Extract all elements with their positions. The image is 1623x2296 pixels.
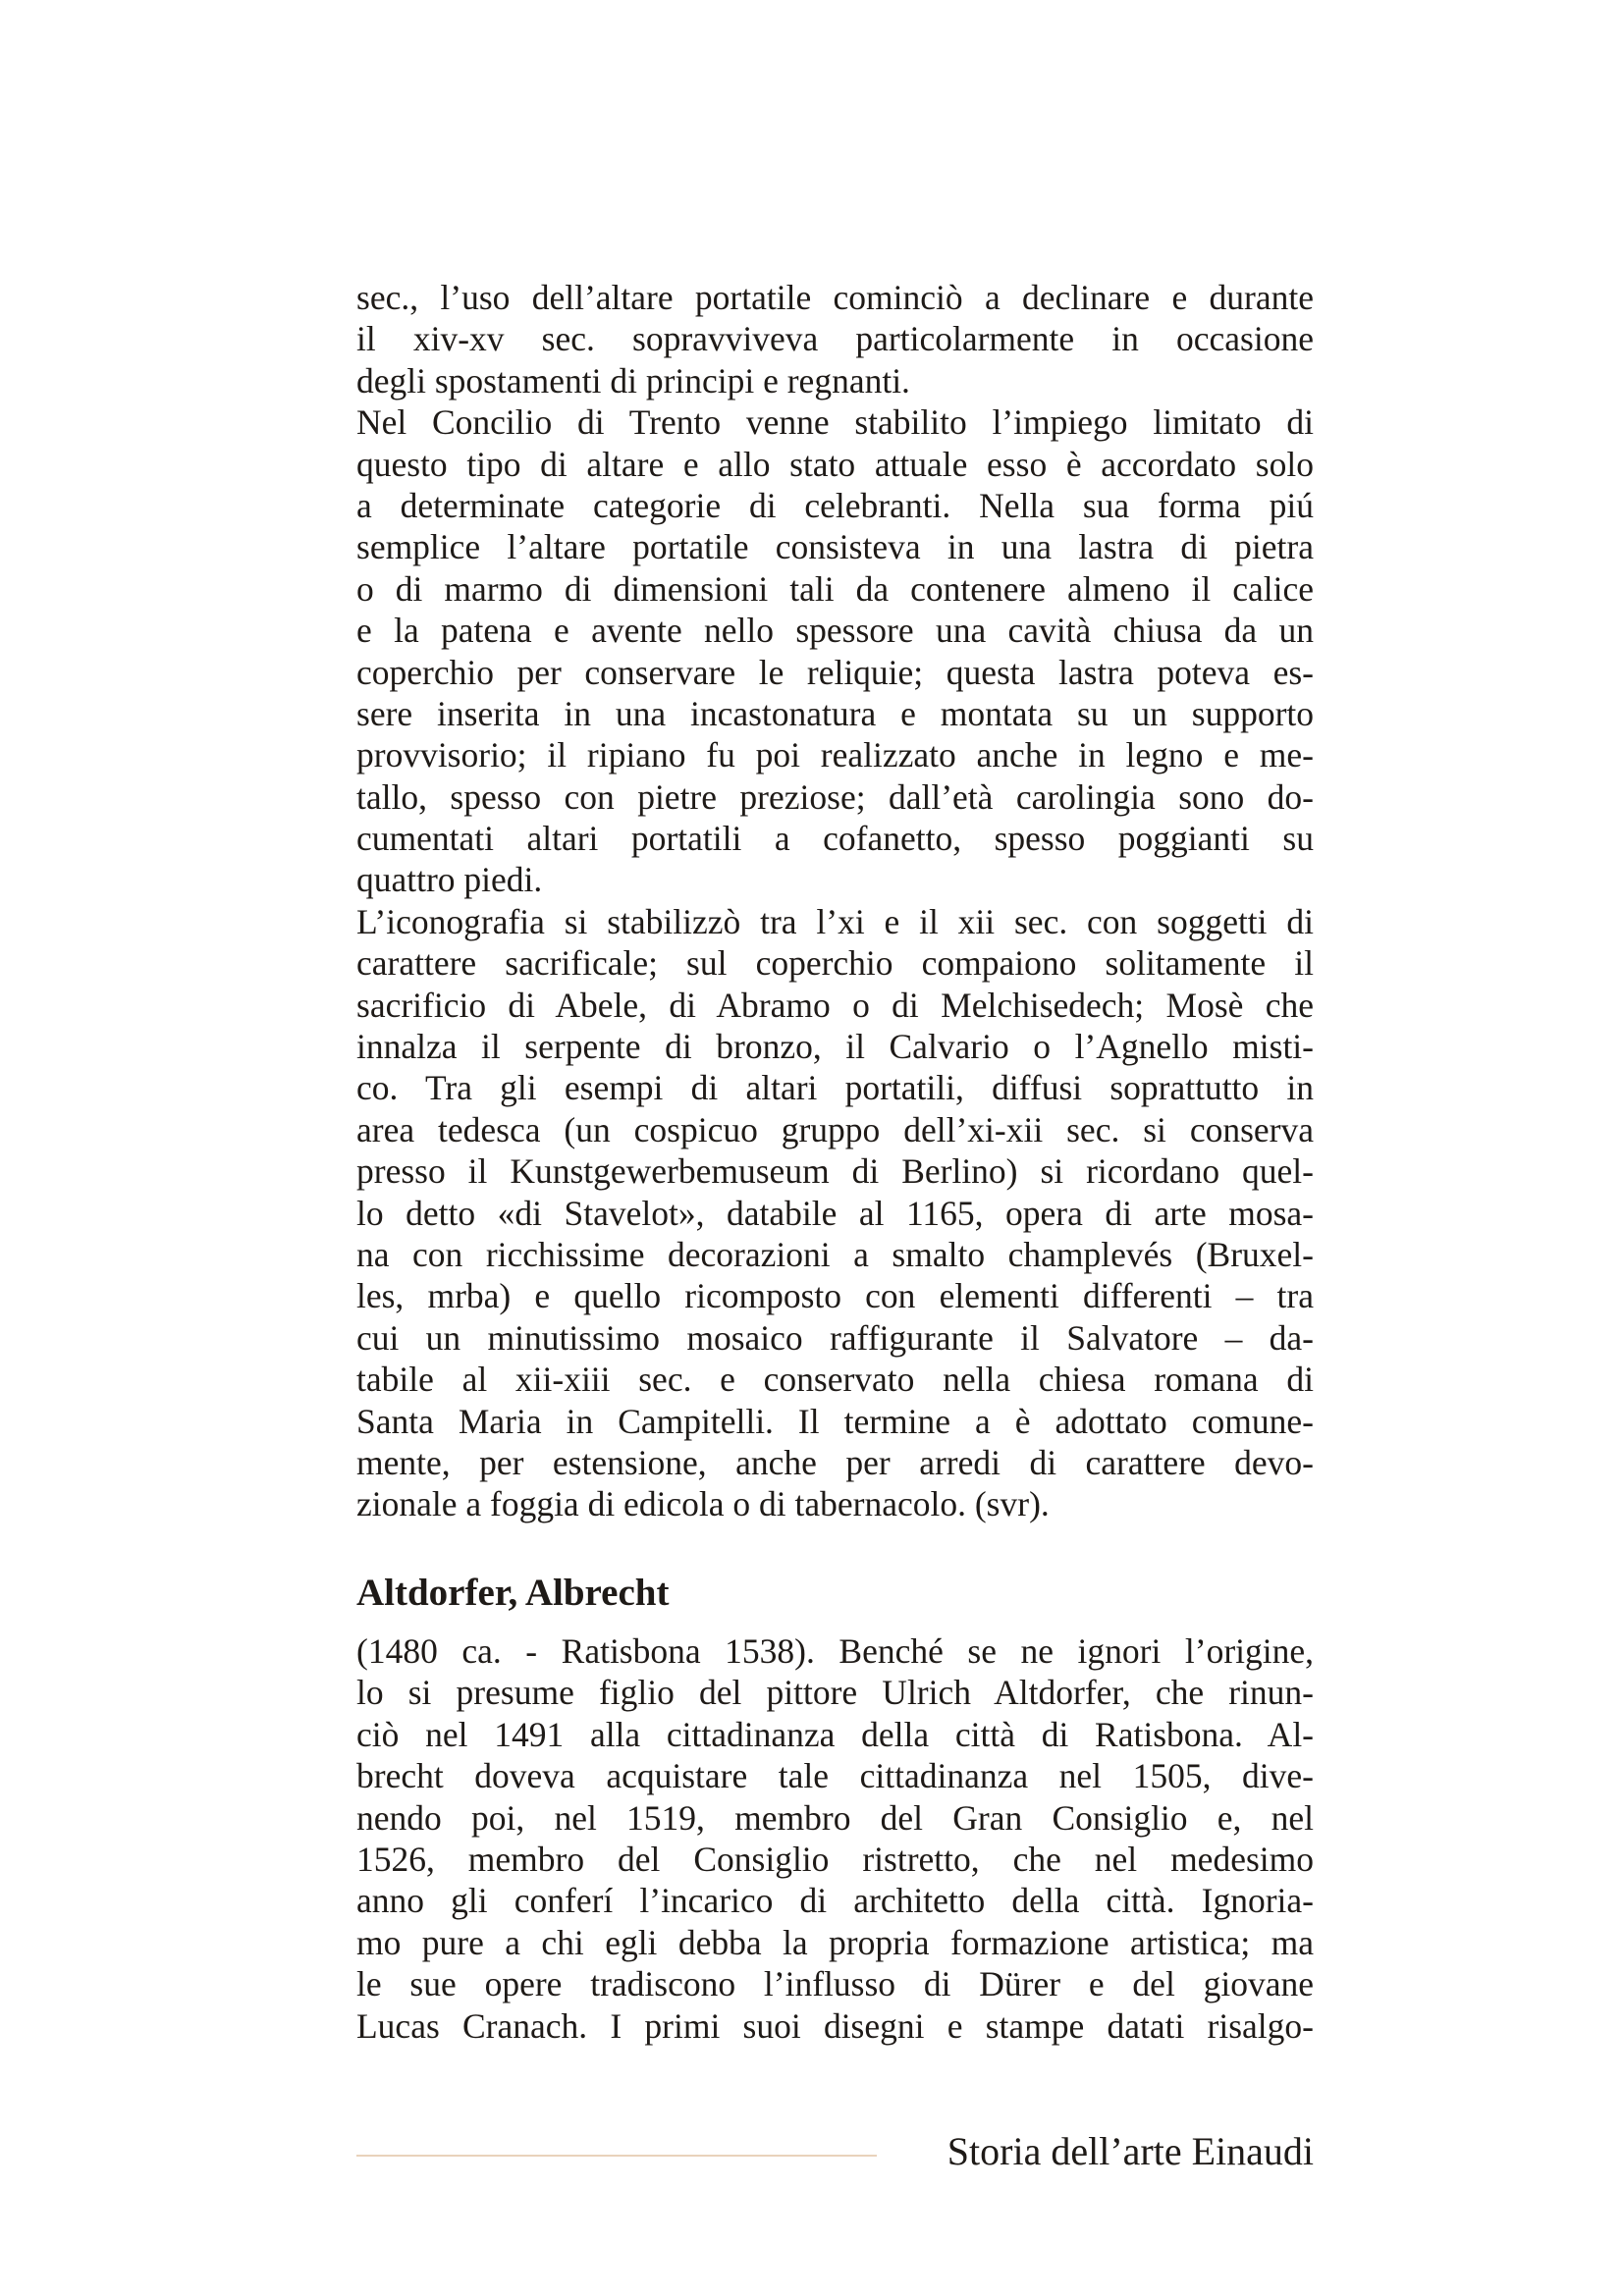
text-line: Santa Maria in Campitelli. Il termine a è adottato comune- <box>356 1401 1314 1441</box>
text-line: brecht doveva acquistare tale cittadinanza nel 1505, dive- <box>356 1756 1314 1796</box>
text-line: anno gli conferí l’incarico di architetto della città. Ignoria- <box>356 1881 1314 1921</box>
text-line: semplice l’altare portatile consisteva in una lastra di pietra <box>356 527 1314 567</box>
text-line: zionale a foggia di edicola o di tabernacolo. (svr). <box>356 1484 1050 1524</box>
text-line: ciò nel 1491 alla cittadinanza della città di Ratisbona. Al- <box>356 1714 1314 1754</box>
text-line: nendo poi, nel 1519, membro del Gran Consiglio e, nel <box>356 1797 1314 1838</box>
text-line: tallo, spesso con pietre preziose; dall’età carolingia sono do- <box>356 776 1314 817</box>
article-continuation <box>356 277 1314 1525</box>
text-line: le sue opere tradiscono l’influsso di Dürer e del giovane <box>356 1964 1314 2004</box>
text-line: tabile al xii-xiii sec. e conservato nella chiesa romana di <box>356 1360 1314 1400</box>
text-line: innalza il serpente di bronzo, il Calvario o l’Agnello misti- <box>356 1027 1314 1067</box>
text-line: sacrificio di Abele, di Abramo o di Melchisedech; Mosè che <box>356 985 1314 1025</box>
text-line: mente, per estensione, anche per arredi di carattere devo- <box>356 1442 1314 1482</box>
text-line: il xiv-xv sec. sopravviveva particolarmente in occasione <box>356 319 1314 359</box>
text-line: a determinate categorie di celebranti. Nella sua forma piú <box>356 485 1314 525</box>
text-line: sere inserita in una incastonatura e montata su un supporto <box>356 693 1314 733</box>
text-line: lo detto «di Stavelot», databile al 1165, opera di arte mosa- <box>356 1193 1314 1233</box>
text-line: cumentati altari portatili a cofanetto, spesso poggianti su <box>356 819 1314 859</box>
text-line: les, mrba) e quello ricomposto con elementi differenti – tra <box>356 1276 1314 1316</box>
text-line: co. Tra gli esempi di altari portatili, diffusi soprattutto in <box>356 1068 1314 1108</box>
entry-heading: Altdorfer, Albrecht <box>356 1572 670 1614</box>
text-line: quattro piedi. <box>356 860 543 900</box>
text-line: na con ricchissime decorazioni a smalto champlevés (Bruxel- <box>356 1234 1314 1274</box>
text-line: area tedesca (un cospicuo gruppo dell’xi-xii sec. si conserva <box>356 1109 1314 1149</box>
text-line: coperchio per conservare le reliquie; questa lastra poteva es- <box>356 652 1314 692</box>
footer-rule <box>356 2155 877 2157</box>
text-line: presso il Kunstgewerbemuseum di Berlino) si ricordano quel- <box>356 1151 1314 1192</box>
text-line: degli spostamenti di principi e regnanti. <box>356 360 910 400</box>
page-text-column <box>356 277 1314 2046</box>
entry-body <box>356 1630 1314 2047</box>
footer-publisher: Storia dell’arte Einaudi <box>947 2129 1314 2173</box>
text-line: Lucas Cranach. I primi suoi disegni e stampe datati risalgo- <box>356 2005 1314 2046</box>
text-line: mo pure a chi egli debba la propria formazione artistica; ma <box>356 1922 1314 1962</box>
text-line: provvisorio; il ripiano fu poi realizzato anche in legno e me- <box>356 735 1314 775</box>
text-line: L’iconografia si stabilizzò tra l’xi e il xii sec. con soggetti di <box>356 901 1314 941</box>
text-line: Nel Concilio di Trento venne stabilito l’impiego limitato di <box>356 402 1314 443</box>
text-line: 1526, membro del Consiglio ristretto, che nel medesimo <box>356 1839 1314 1879</box>
text-line: lo si presume figlio del pittore Ulrich Altdorfer, che rinun- <box>356 1673 1314 1713</box>
text-line: o di marmo di dimensioni tali da contenere almeno il calice <box>356 568 1314 609</box>
text-line: questo tipo di altare e allo stato attuale esso è accordato solo <box>356 444 1314 484</box>
text-line: cui un minutissimo mosaico raffigurante il Salvatore – da- <box>356 1317 1314 1358</box>
text-line: (1480 ca. - Ratisbona 1538). Benché se ne ignori l’origine, <box>356 1631 1314 1671</box>
text-line: carattere sacrificale; sul coperchio compaiono solitamente il <box>356 943 1314 984</box>
text-line: sec., l’uso dell’altare portatile cominciò a declinare e durante <box>356 278 1314 317</box>
text-line: e la patena e avente nello spessore una cavità chiusa da un <box>356 611 1314 651</box>
